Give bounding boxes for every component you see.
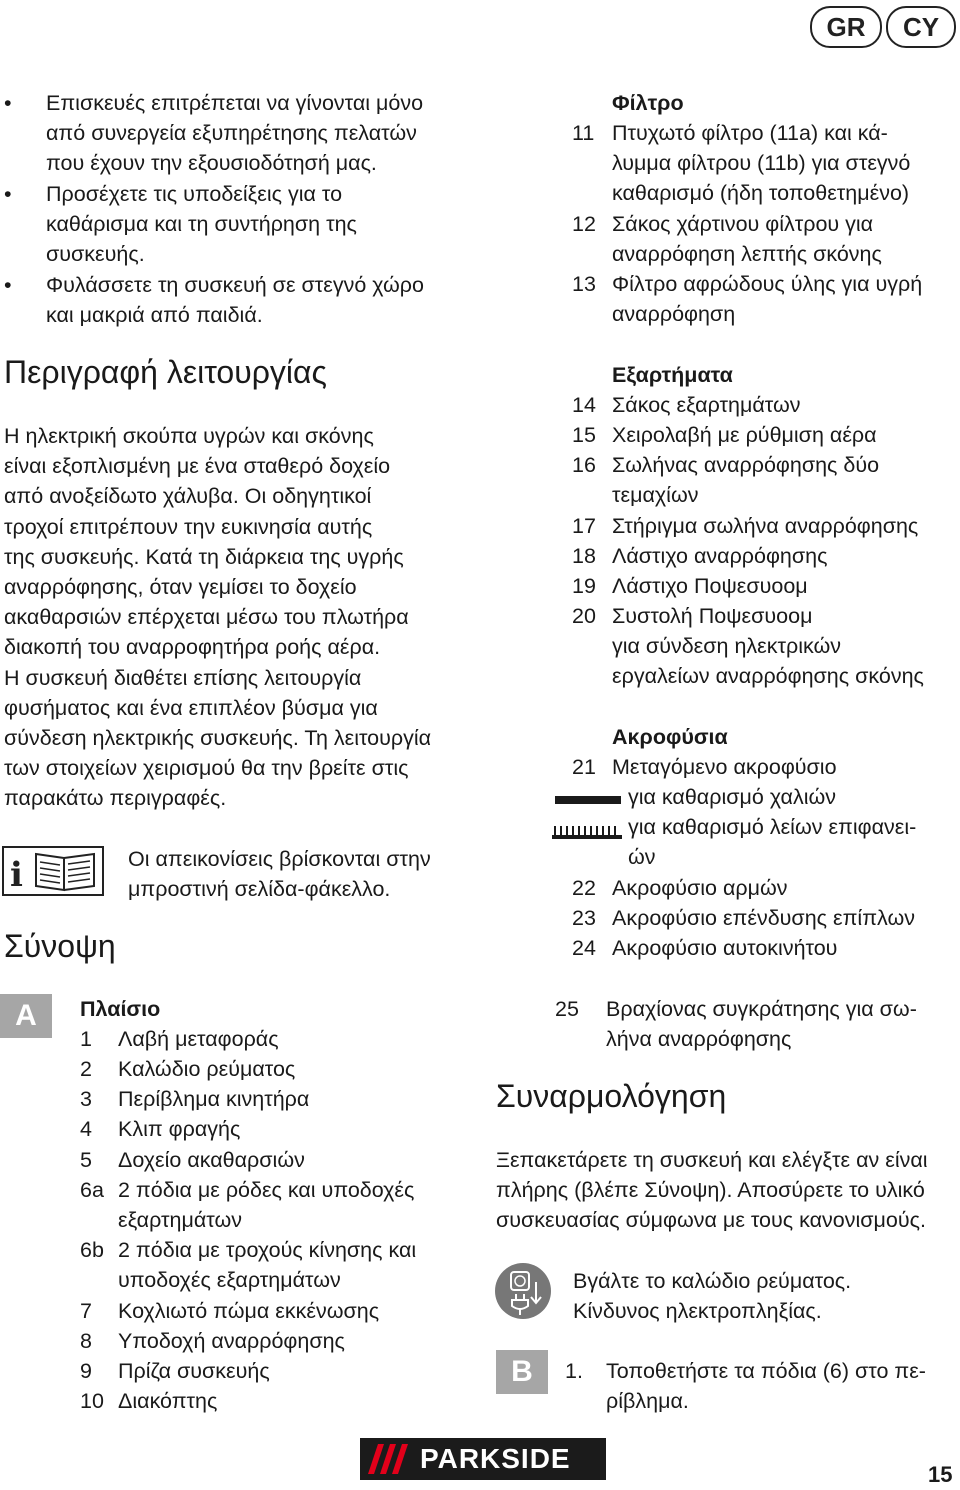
- list-item: Χειρολαβή με ρύθμιση αέρα: [612, 423, 877, 447]
- list-item: Ακροφύσιο αρμών: [612, 876, 788, 900]
- group-title-filter: Φίλτρο: [612, 91, 684, 115]
- list-item: Συστολή Ποψεσυοομ για σύνδεση ηλεκτρικών εργαλείων αναρρόφησης σκόνης: [612, 604, 924, 689]
- unplug-icon: [494, 1262, 552, 1320]
- parkside-logo: [360, 1438, 606, 1480]
- list-item: Ακροφύσιο αυτοκινήτου: [612, 936, 838, 960]
- section-title-overview: Σύνοψη: [4, 928, 116, 964]
- brand-name: PARKSIDE: [420, 1443, 571, 1474]
- list-item: Μεταγόμενο ακροφύσιο: [612, 755, 837, 779]
- function-paragraph: Η ηλεκτρική σκούπα υγρών και σκόνης είναι εξοπλισμένη με ένα σταθερό δοχείο από ανοξείδωτο χάλυβα. Οι οδηγητικοί τροχοί επιτρέπουν την ευκινησία αυτής της συσκευής. Κατά τη διάρκεια της υγρής αναρρόφησης, όταν γεμίσει το δοχείο ακαθαρσιών επέρχεται μέσω του πλωτήρα διακοπή του αναρροφητήρα ροής αέρα. Η συσκευή διαθέτει επίσης λειτουργία φυσήματος και ένα επιπλέον βύσμα για σύνδεση ηλεκτρικής συσκευής. Τη λειτουργία των στοιχείων χειρισμού θα την βρείτε στις παρακάτω περιγραφές.: [4, 424, 432, 811]
- section-title-function: Περιγραφή λειτουργίας: [4, 354, 327, 390]
- bullet-item: • Προσέχετε τις υποδείξεις για το καθάρισμα και τη συντήρηση της συσκευής.: [4, 179, 474, 270]
- list-item: Σωλήνας αναρρόφησης δύο τεμαχίων: [612, 453, 880, 508]
- smooth-floor-brush-icon: [552, 818, 622, 834]
- figure-label-b: B: [496, 1350, 548, 1394]
- list-subitem: για καθαρισμό χαλιών: [628, 785, 837, 809]
- bullet-line: συσκευής.: [46, 242, 145, 267]
- bullet-line: Προσέχετε τις υποδείξεις για το: [46, 182, 343, 206]
- lang-badge-gr: GR: [810, 6, 882, 48]
- group-title-accessories: Εξαρτήματα: [612, 363, 733, 387]
- assembly-paragraph: Ξεπακετάρετε τη συσκευή και ελέγξτε αν είναι πλήρης (βλέπε Σύνοψη). Αποσύρετε το υλικό συσκευασίας σύμφωνα με τους κανονισμούς.: [496, 1148, 928, 1233]
- section-title-assembly: Συναρμολόγηση: [496, 1078, 727, 1114]
- bullet-item: • Επισκευές επιτρέπεται να γίνονται μόνο από συνεργεία εξυπηρέτησης πελατών που έχουν την εξουσιοδότησή μας.: [4, 88, 474, 179]
- info-note: Οι απεικονίσεις βρίσκονται στην μπροστινή σελίδα-φάκελλο.: [128, 847, 431, 902]
- list-item: Λάστιχο Ποψεσυοομ: [612, 574, 808, 598]
- list-item: Φίλτρο αφρώδους ύλης για υγρή αναρρόφηση: [612, 272, 923, 327]
- list-item: Στήριγμα σωλήνα αναρρόφησης: [612, 514, 919, 538]
- bullet-line: καθάρισμα και τη συντήρηση της: [46, 212, 357, 237]
- bullet-line: από συνεργεία εξυπηρέτησης πελατών: [46, 121, 417, 146]
- bullet-line: και μακριά από παιδιά.: [46, 303, 263, 328]
- carpet-brush-icon: [555, 796, 621, 804]
- logo-stripes-icon: [368, 1444, 412, 1474]
- page-number: 15: [928, 1462, 953, 1487]
- list-item: Λάστιχο αναρρόφησης: [612, 544, 828, 568]
- warning-note: Βγάλτε το καλώδιο ρεύματος. Κίνδυνος ηλεκτροπληξίας.: [573, 1269, 852, 1324]
- list-subitem: για καθαρισμό λείων επιφανει- ών: [628, 815, 917, 870]
- bullet-line: Επισκευές επιτρέπεται να γίνονται μόνο: [46, 91, 424, 115]
- group-title-nozzles: Ακροφύσια: [612, 725, 728, 749]
- list-item: Βραχίονας συγκράτησης για σω- λήνα αναρρόφησης: [606, 997, 917, 1052]
- bullet-line: Φυλάσσετε τη συσκευή σε στεγνό χώρο: [46, 273, 424, 297]
- list-item: Σάκος εξαρτημάτων: [612, 393, 801, 417]
- svg-text:i: i: [10, 855, 23, 895]
- bullet-line: που έχουν την εξουσιοδότησή μας.: [46, 151, 377, 176]
- list-item: Πτυχωτό φίλτρο (11a) και κά- λυμμα φίλτρου (11b) για στεγνό καθαρισμό (ήδη τοποθετημένο): [612, 121, 911, 206]
- step-number: 1.: [565, 1359, 583, 1383]
- step-text: Τοποθετήστε τα πόδια (6) στο πε- ρίβλημα.: [606, 1359, 926, 1414]
- info-book-icon: [2, 846, 104, 896]
- list-item: Ακροφύσιο επένδυσης επίπλων: [612, 906, 915, 930]
- figure-label-a: A: [0, 994, 52, 1038]
- list-item: Σάκος χάρτινου φίλτρου για αναρρόφηση λεπτής σκόνης: [612, 212, 882, 267]
- group-title-frame: Πλαίσιο: [80, 997, 161, 1021]
- lang-badge-cy: CY: [886, 6, 956, 48]
- bullet-item: • Φυλάσσετε τη συσκευή σε στεγνό χώρο και μακριά από παιδιά.: [4, 270, 474, 331]
